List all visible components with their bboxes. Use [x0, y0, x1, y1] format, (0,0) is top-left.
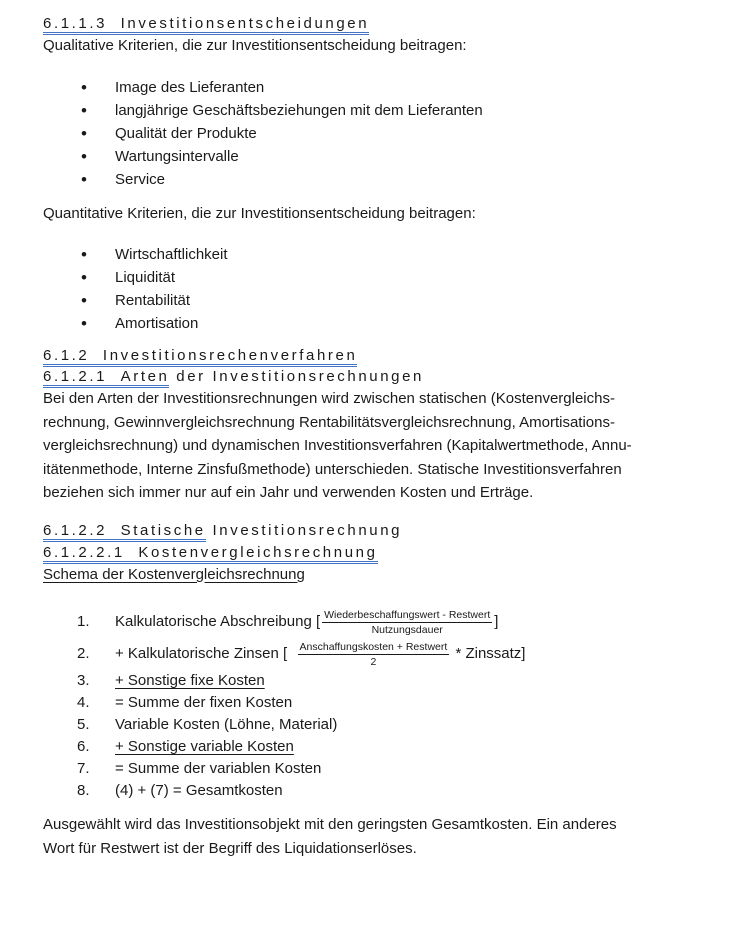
list-item: • Wirtschaftlichkeit: [43, 243, 703, 266]
step-number: 4.: [77, 694, 90, 711]
step-close: * Zinssatz]: [455, 645, 526, 662]
schema-title: Schema der Kostenvergleichsrechnung: [43, 565, 305, 583]
list-item: • Liquidität: [43, 266, 703, 289]
step-number: 6.: [77, 738, 90, 755]
depreciation-fraction: [322, 608, 492, 637]
paragraph-line: beziehen sich immer nur auf ein Jahr und verwenden Kosten und Erträge.: [43, 484, 534, 501]
list-item: • Image des Lieferanten: [43, 76, 703, 99]
step-label: (4) + (7) = Gesamtkosten: [115, 782, 283, 799]
fraction-numerator: Anschaffungskosten + Restwert: [299, 640, 448, 653]
qualitative-intro: Qualitative Kriterien, die zur Investitionsentscheidung beitragen:: [43, 37, 467, 54]
list-item: [43, 714, 703, 736]
paragraph-line: Wort für Restwert ist der Begriff des Liquidationserlöses.: [43, 839, 417, 857]
list-item: • Amortisation: [43, 312, 703, 335]
list-item: [43, 758, 703, 780]
heading-number: 6.1.1.3: [43, 15, 108, 32]
heading-number: 6.1.2: [43, 347, 90, 364]
list-item: [43, 638, 703, 670]
heading-title-rest: Investitionsrechnung: [212, 521, 403, 539]
list-item: [43, 692, 703, 714]
heading-title-underlined: Statische: [120, 521, 206, 539]
quantitative-list: [43, 243, 703, 335]
list-item: • Wartungsintervalle: [43, 145, 703, 168]
heading-number: 6.1.2.2: [43, 521, 108, 539]
step-label: + Sonstige fixe Kosten: [115, 672, 265, 689]
step-number: 1.: [77, 613, 90, 630]
quantitative-intro: Quantitative Kriterien, die zur Investitionsentscheidung beitragen:: [43, 204, 476, 222]
list-item: [43, 780, 703, 802]
paragraph-line: Bei den Arten der Investitionsrechnungen wird zwischen statischen (Kostenvergleichs-: [43, 390, 615, 407]
list-item: • langjährige Geschäftsbeziehungen mit dem Lieferanten: [43, 99, 703, 122]
list-item: [43, 736, 703, 758]
closing-paragraph: [43, 813, 703, 860]
list-item: • Rentabilität: [43, 289, 703, 312]
list-item: • Qualität der Produkte: [43, 122, 703, 145]
step-label: + Kalkulatorische Zinsen [: [115, 645, 288, 662]
heading-6-1-2: [43, 346, 703, 366]
interest-fraction: [298, 640, 450, 669]
heading-6-1-2-1: [43, 367, 703, 387]
fraction-numerator: Wiederbeschaffungswert - Restwert: [324, 608, 491, 621]
step-number: 2.: [77, 645, 90, 662]
step-label: + Sonstige variable Kosten: [115, 738, 294, 755]
heading-title-rest: der Investitionsrechnungen: [176, 368, 424, 385]
fraction-denominator: Nutzungsdauer: [371, 623, 443, 636]
step-close: ]: [494, 613, 499, 630]
fraction-denominator: 2: [370, 655, 377, 668]
heading-number: 6.1.2.1: [43, 368, 108, 385]
list-item: • Service: [43, 168, 703, 191]
heading-title: Investitionsentscheidungen: [120, 15, 370, 32]
list-item: [43, 606, 703, 638]
qualitative-list: [43, 76, 703, 191]
heading-6-1-2-2: [43, 521, 703, 541]
step-number: 7.: [77, 760, 90, 777]
paragraph-line: vergleichsrechnung) und dynamischen Investitionsverfahren (Kapitalwertmethode, Annu-: [43, 437, 632, 454]
list-item: [43, 670, 703, 692]
document-page: [43, 14, 703, 860]
step-label: = Summe der variablen Kosten: [115, 760, 322, 777]
heading-6-1-2-2-1: [43, 543, 703, 563]
step-label: = Summe der fixen Kosten: [115, 694, 293, 711]
step-number: 3.: [77, 672, 90, 689]
paragraph-line: Ausgewählt wird das Investitionsobjekt mit den geringsten Gesamtkosten. Ein anderes: [43, 816, 617, 833]
paragraph-line: itätenmethode, Interne Zinsfußmethode) unterschieden. Statische Investitionsverfahren: [43, 460, 622, 478]
heading-title: Investitionsrechenverfahren: [102, 347, 358, 364]
step-label: Variable Kosten (Löhne, Material): [115, 716, 338, 733]
step-number: 5.: [77, 716, 90, 733]
heading-number: 6.1.2.2.1: [43, 543, 125, 561]
paragraph-line: rechnung, Gewinnvergleichsrechnung Rentabilitätsvergleichsrechnung, Amortisations-: [43, 413, 615, 431]
heading-6-1-1-3: [43, 14, 703, 34]
step-number: 8.: [77, 782, 90, 799]
step-label: Kalkulatorische Abschreibung [: [115, 613, 321, 630]
arten-paragraph: [43, 387, 703, 505]
heading-title-underlined: Arten: [120, 368, 170, 385]
cost-schema-list: [43, 606, 703, 802]
heading-title: Kostenvergleichsrechnung: [138, 543, 378, 561]
